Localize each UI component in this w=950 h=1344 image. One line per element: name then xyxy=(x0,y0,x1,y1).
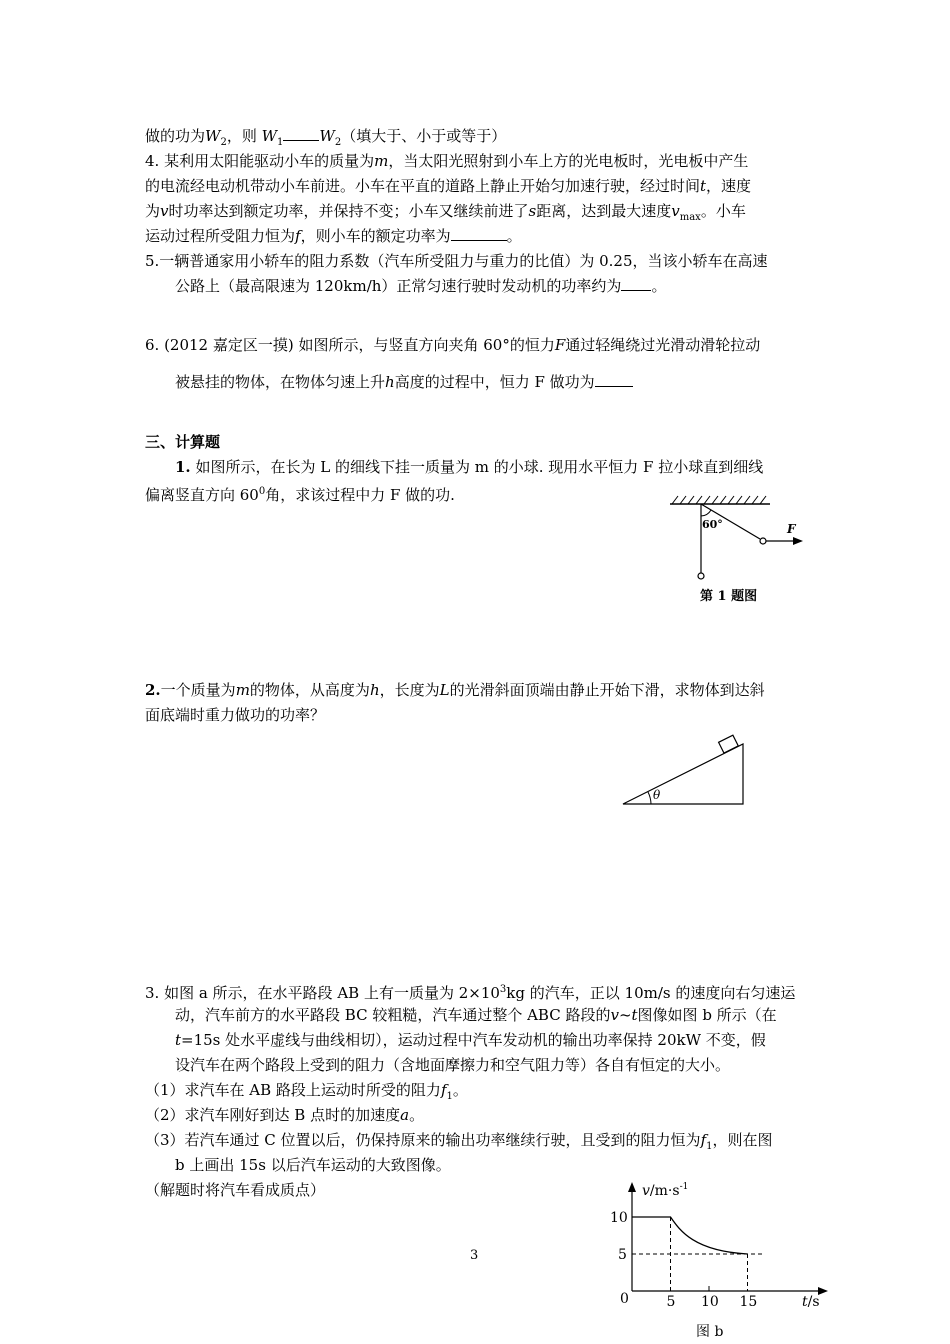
q4-line-4 xyxy=(145,226,522,246)
theta-label: θ xyxy=(653,788,661,802)
c3-line-4: 设汽车在两个路段上受到的阻力（含地面摩擦力和空气阻力等）各自有恒定的大小。 xyxy=(175,1056,731,1074)
ball-initial xyxy=(698,573,704,579)
c3-text-3a: =15s 处水平虚线与曲线相切），运动过程中汽车发动机的输出功率保持 20kW 不变，假 xyxy=(181,1031,766,1049)
x-axis-label xyxy=(802,1294,820,1310)
c2-text-1c: ，长度为 xyxy=(379,681,440,699)
c3-part-1 xyxy=(145,1080,468,1107)
x-axis-t: t xyxy=(802,1294,808,1310)
q4-text-4b: ，则小车的额定功率为 xyxy=(300,227,451,245)
answer-blank[interactable] xyxy=(621,276,651,291)
c3-note: （解题时将汽车看成质点） xyxy=(145,1181,326,1199)
q6-text-2b: 高度的过程中，恒力 F 做功为 xyxy=(394,373,595,391)
ball-final xyxy=(760,538,766,544)
y-tick-label-5: 5 xyxy=(618,1247,627,1263)
force-arrowhead xyxy=(793,537,803,545)
q4-text-1b: ，当太阳光照射到小车上方的光电板时，光电板中产生 xyxy=(388,152,749,170)
w1-symbol: W xyxy=(261,127,278,145)
q6-line-2 xyxy=(175,372,633,392)
h-symbol: h xyxy=(369,681,380,699)
f1-subscript-2: 1 xyxy=(706,1141,713,1152)
x-tick-label-5: 5 xyxy=(666,1294,676,1310)
s-symbol: s xyxy=(528,202,537,220)
c3-text-2a: 动，汽车前方的水平路段 BC 较粗糙，汽车通过整个 ABC 路段的 xyxy=(175,1006,611,1024)
vmax-subscript: max xyxy=(679,212,701,223)
c2-text-1b: 的物体，从高度为 xyxy=(249,681,370,699)
y-axis-sup: -1 xyxy=(679,1182,689,1192)
L-symbol: L xyxy=(439,681,450,699)
q4-line-3 xyxy=(145,201,746,228)
vt-graph xyxy=(600,1178,840,1342)
q4-text-3c: 距离，达到最大速度 xyxy=(536,202,672,220)
vt-symbol: v~t xyxy=(610,1006,638,1024)
t-symbol: t xyxy=(700,177,707,195)
q4-text-4a: 运动过程所受阻力恒为 xyxy=(145,227,296,245)
vt-series-line xyxy=(632,1217,748,1254)
c3-part1-text: （1）求汽车在 AB 路段上运动时所受的阻力 xyxy=(145,1081,441,1099)
figure-caption: 第 1 题图 xyxy=(700,589,758,604)
q4-text-4c: 。 xyxy=(506,227,522,245)
q5-text-2: 公路上（最高限速为 120km/h）正常匀速行驶时发动机的功率约为 xyxy=(175,277,622,295)
F-symbol: F xyxy=(554,336,566,354)
q4-line-2 xyxy=(145,176,751,196)
page-number: 3 xyxy=(470,1248,479,1263)
m-symbol: m xyxy=(374,152,389,170)
angle-arc xyxy=(701,510,711,516)
c3-line-1 xyxy=(145,980,795,1003)
pendulum-figure xyxy=(660,490,820,610)
c3-text-1a: 3. 如图 a 所示，在水平路段 AB 上有一质量为 2×10 xyxy=(145,984,500,1002)
c3-part-3-line-2: b 上画出 15s 以后汽车运动的大致图像。 xyxy=(175,1156,451,1174)
x-tick-label-10: 10 xyxy=(701,1294,719,1310)
exponent: 3 xyxy=(499,984,507,995)
q6-line-1 xyxy=(145,335,760,355)
c2-text-1a: 一个质量为 xyxy=(160,681,236,699)
c1-line-2 xyxy=(145,482,455,505)
theta-arc xyxy=(648,792,651,804)
answer-blank[interactable] xyxy=(595,372,633,387)
force-label: F xyxy=(787,522,796,536)
w2-symbol: W xyxy=(205,127,221,145)
c3-part-2 xyxy=(145,1105,424,1125)
c1-line-1 xyxy=(175,457,763,477)
c1-text-1: 如图所示，在长为 L 的细线下挂一质量为 m 的小球. 现用水平恒力 F 拉小球直到细线 xyxy=(195,458,764,476)
f1-subscript: 1 xyxy=(446,1091,453,1102)
c3-line-2 xyxy=(175,1005,777,1025)
vmax-symbol: v xyxy=(671,202,680,220)
x-axis-unit: /s xyxy=(807,1294,820,1310)
q5-text-2b: 。 xyxy=(651,277,667,295)
q3-text-then: ，则 xyxy=(226,127,257,145)
angle-label: 60° xyxy=(702,518,723,531)
w2-subscript: 2 xyxy=(220,137,227,148)
answer-blank[interactable] xyxy=(283,126,319,141)
q3-continuation-line xyxy=(145,126,506,153)
c3-part2-text: （2）求汽车刚好到达 B 点时的加速度 xyxy=(145,1106,401,1124)
q4-text-2: 的电流经电动机带动小车前进。小车在平直的道路上静止开始匀加速行驶，经过时间 xyxy=(145,177,701,195)
chart-title: 图 b xyxy=(696,1324,724,1340)
incline-figure xyxy=(615,730,755,815)
q3-hint: （填大于、小于或等于） xyxy=(341,127,507,145)
v-symbol: v xyxy=(160,202,169,220)
q4-text-3b: 时功率达到额定功率，并保持不变；小车又继续前进了 xyxy=(168,202,529,220)
y-axis-unit: /m·s xyxy=(649,1183,680,1199)
q4-text-1: 4. 某利用太阳能驱动小车的质量为 xyxy=(145,152,375,170)
y-axis-v: v xyxy=(642,1183,650,1199)
m-symbol: m xyxy=(235,681,250,699)
ceiling-hatch xyxy=(672,496,766,504)
q4-line-1 xyxy=(145,151,748,171)
x-tick-label-15: 15 xyxy=(739,1294,758,1310)
f-symbol: f xyxy=(295,227,301,245)
answer-blank[interactable] xyxy=(451,226,507,241)
c3-part3-end: ，则在图 xyxy=(712,1131,773,1149)
origin-label: 0 xyxy=(620,1291,629,1307)
q3-text: 做的功为 xyxy=(145,127,206,145)
c3-line-3 xyxy=(175,1030,766,1050)
w1-subscript: 1 xyxy=(277,137,284,148)
q6-text-1b: 通过轻绳绕过光滑动滑轮拉动 xyxy=(565,336,761,354)
c3-text-2b: 图像如图 b 所示（在 xyxy=(637,1006,777,1024)
q4-text-2b: ，速度 xyxy=(706,177,752,195)
a-symbol: a xyxy=(400,1106,410,1124)
c1-text-2a: 偏离竖直方向 60 xyxy=(145,486,259,504)
c1-number: 1. xyxy=(175,458,191,476)
degree-superscript: 0 xyxy=(258,486,266,497)
q4-text-3a: 为 xyxy=(145,202,161,220)
c1-text-2b: 角，求该过程中力 F 做的功. xyxy=(265,486,455,504)
c3-part2-end: 。 xyxy=(409,1106,425,1124)
w2-symbol-2: W xyxy=(319,127,335,145)
f1-symbol: f xyxy=(440,1081,447,1099)
section-title: 三、计算题 xyxy=(145,433,221,451)
c3-part-3 xyxy=(145,1130,773,1157)
q4-text-3d: 。小车 xyxy=(700,202,746,220)
t-symbol: t xyxy=(175,1031,182,1049)
c2-number: 2. xyxy=(145,681,161,699)
c2-line-2: 面底端时重力做功的功率？ xyxy=(145,706,326,724)
f1-symbol-2: f xyxy=(700,1131,707,1149)
w2-subscript-2: 2 xyxy=(334,137,342,148)
block xyxy=(719,735,739,753)
q5-line-1: 5.一辆普通家用小轿车的阻力系数（汽车所受阻力与重力的比值）为 0.25，当该小轿车在高速 xyxy=(145,252,768,270)
q6-text-2a: 被悬挂的物体，在物体匀速上升 xyxy=(175,373,386,391)
h-symbol: h xyxy=(385,373,395,391)
y-tick-label-10: 10 xyxy=(610,1210,628,1226)
c3-part1-end: 。 xyxy=(452,1081,468,1099)
q5-line-2 xyxy=(175,276,666,296)
c3-text-1b: kg 的汽车，正以 10m/s 的速度向右匀速运 xyxy=(506,984,796,1002)
y-axis-arrowhead xyxy=(628,1182,636,1192)
y-axis-label xyxy=(642,1182,688,1199)
q6-text-1a: 6. (2012 嘉定区一摸) 如图所示，与竖直方向夹角 60°的恒力 xyxy=(145,336,555,354)
c2-line-1 xyxy=(145,680,765,700)
c3-part3-text: （3）若汽车通过 C 位置以后，仍保持原来的输出功率继续行驶，且受到的阻力恒为 xyxy=(145,1131,701,1149)
c2-text-1d: 的光滑斜面顶端由静止开始下滑，求物体到达斜 xyxy=(449,681,765,699)
